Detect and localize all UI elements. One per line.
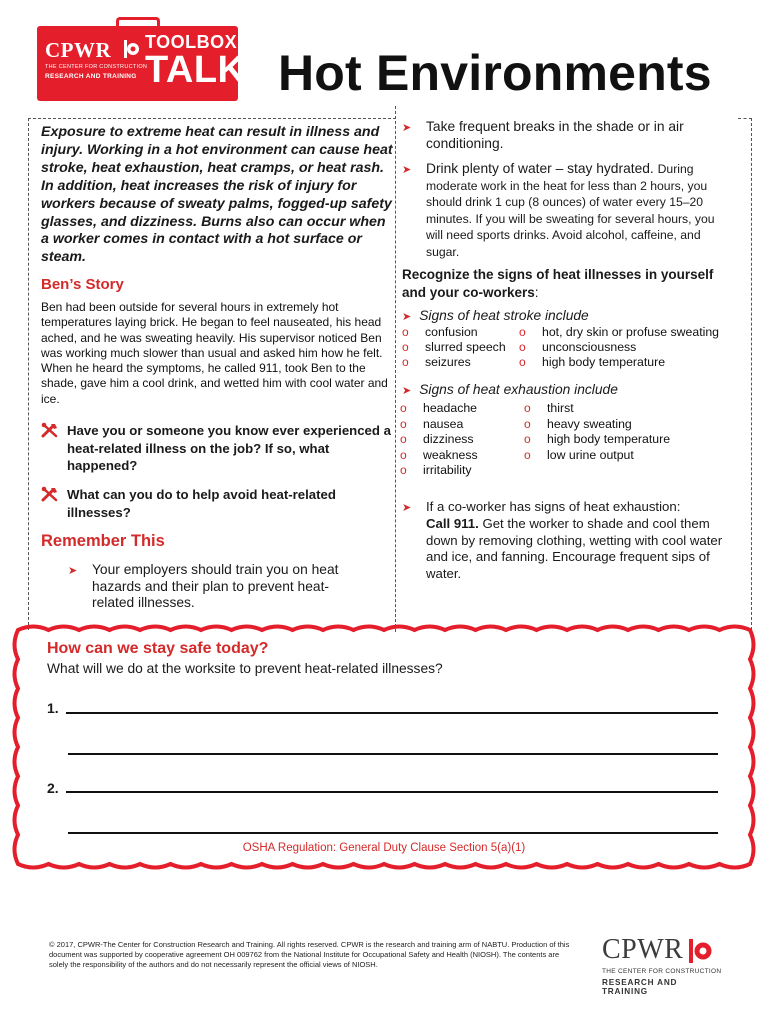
osha-regulation: OSHA Regulation: General Duty Clause Section 5(a)(1) bbox=[242, 842, 526, 854]
heat-exhaustion-heading bbox=[402, 382, 618, 397]
symptom-item bbox=[524, 432, 670, 448]
circle-bullet-icon: o bbox=[519, 355, 526, 369]
tip-water-text bbox=[426, 161, 722, 260]
remember-item bbox=[68, 562, 368, 612]
symptom-text: hot, dry skin or profuse sweating bbox=[542, 325, 720, 339]
story-paragraph: Ben had been outside for several hours in extremely hot temperatures laying brick. He began to feel nauseated, his head ached, and he was sweating heavily. His supervisor noticed Ben was working much slower than usual and asked him how he felt. When he heard the symptoms, he called 911, took Ben to the shade, gave him a cool drink, and wetted him with cool water and ice. bbox=[41, 300, 388, 406]
symptom-text: headache bbox=[423, 401, 478, 415]
circle-bullet-icon: o bbox=[519, 325, 526, 339]
arrow-right-icon: ➤ bbox=[402, 502, 412, 514]
frame-left-divider bbox=[28, 118, 29, 630]
coworker-lead: If a co-worker has signs of heat exhaustion: bbox=[426, 499, 681, 514]
arrow-right-icon: ➤ bbox=[402, 385, 412, 397]
heat-stroke-heading-text: Signs of heat stroke include bbox=[419, 308, 589, 323]
symptom-text: thirst bbox=[547, 401, 574, 415]
remember-heading: Remember This bbox=[41, 532, 165, 550]
circle-bullet-icon: o bbox=[402, 325, 409, 339]
recognize-heading bbox=[402, 266, 732, 301]
symptom-item bbox=[524, 448, 634, 464]
safe-today-heading: How can we stay safe today? bbox=[47, 640, 269, 657]
footer-logo-sub2: RESEARCH AND TRAINING bbox=[602, 978, 678, 996]
answer-number-1: 1. bbox=[47, 700, 59, 716]
symptom-item bbox=[519, 355, 665, 371]
intro-paragraph: Exposure to extreme heat can result in illness and injury. Working in a hot environment can cause heat stroke, heat exhaustion, heat cramps, or heat rash. In addition, heat increases the risk of injury for workers because of sweaty palms, fogged-up safety glasses, and dizziness. Burns also can occur when a worker comes in contact with a hot surface or steam. bbox=[41, 124, 393, 266]
symptom-text: slurred speech bbox=[425, 340, 506, 354]
circle-bullet-icon: o bbox=[402, 340, 409, 354]
symptom-text: unconsciousness bbox=[542, 340, 637, 354]
tip-water-detail: During moderate work in the heat for less than 2 hours, you should drink 1 cup (8 ounces) of water every 15–20 minutes. If you will be sweating for several hours, you will need sports drinks. Avoid alcohol, caffeine, and sugar. bbox=[426, 162, 715, 259]
tools-icon bbox=[41, 486, 59, 502]
symptom-item bbox=[400, 401, 477, 417]
logo-subtitle-2: RESEARCH AND TRAINING bbox=[45, 73, 137, 80]
symptom-item bbox=[519, 325, 719, 341]
symptom-text: seizures bbox=[425, 355, 471, 369]
answer-line-2a[interactable] bbox=[66, 791, 718, 793]
symptom-text: confusion bbox=[425, 325, 478, 339]
symptom-item bbox=[400, 432, 474, 448]
recognize-bold: Recognize the signs of heat illnesses in yourself and your co-workers bbox=[402, 267, 714, 300]
logo-talk-text: TALK bbox=[145, 49, 246, 91]
logo-subtitle-1: THE CENTER FOR CONSTRUCTION bbox=[45, 64, 148, 70]
circle-bullet-icon: o bbox=[524, 448, 531, 462]
frame-top-left-divider bbox=[28, 118, 396, 119]
toolbox-talk-logo bbox=[37, 17, 246, 101]
symptom-item bbox=[400, 463, 472, 479]
frame-right-divider bbox=[751, 118, 752, 630]
tip-breaks-text: Take frequent breaks in the shade or in air conditioning. bbox=[426, 119, 684, 151]
question-text: Have you or someone you know ever experienced a heat-related illness on the job? If so, what happened? bbox=[67, 423, 391, 473]
discussion-question-2 bbox=[41, 486, 393, 521]
symptom-text: low urine output bbox=[547, 448, 634, 462]
coworker-instruction-text bbox=[426, 499, 724, 583]
circle-bullet-icon: o bbox=[400, 463, 407, 477]
coworker-rest: Get the worker to shade and cool them down by removing clothing, wetting with cool water and ice, and fanning. Encourage frequent sips of water. bbox=[426, 515, 723, 582]
logo-cpwr-text: CPWR bbox=[45, 38, 112, 62]
tip-water bbox=[402, 161, 722, 260]
answer-number-2: 2. bbox=[47, 780, 59, 796]
circle-bullet-icon: o bbox=[402, 355, 409, 369]
heat-exhaustion-heading-text: Signs of heat exhaustion include bbox=[419, 382, 618, 397]
symptom-text: high body temperature bbox=[547, 432, 671, 446]
answer-line-1a[interactable] bbox=[66, 712, 718, 714]
copyright-notice: © 2017, CPWR-The Center for Construction Research and Training. All rights reserved. CPWR is the research and training arm of NABTU. Production of this document was supported by cooperative agreement OH 009762 from the National Institute for Occupational Safety and Health (NIOSH). The contents are solely the responsibility of the authors and do not necessarily represent the official views of NIOSH. bbox=[49, 940, 570, 969]
story-heading: Ben’s Story bbox=[41, 276, 124, 293]
arrow-right-icon: ➤ bbox=[402, 311, 412, 323]
discussion-question-1 bbox=[41, 422, 393, 475]
logo-toolbox-text: TOOLBOX bbox=[145, 32, 238, 52]
circle-bullet-icon: o bbox=[524, 417, 531, 431]
heat-stroke-heading bbox=[402, 308, 589, 323]
symptom-item bbox=[402, 325, 478, 341]
symptom-text: nausea bbox=[423, 417, 464, 431]
symptom-item bbox=[524, 417, 632, 433]
circle-bullet-icon: o bbox=[400, 417, 407, 431]
symptom-item bbox=[524, 401, 574, 417]
logo-background bbox=[37, 26, 246, 101]
arrow-right-icon: ➤ bbox=[402, 122, 412, 134]
footer-logo-sub1: THE CENTER FOR CONSTRUCTION bbox=[602, 968, 722, 975]
page-title: Hot Environments bbox=[278, 45, 712, 101]
call-911: Call 911. bbox=[426, 515, 479, 531]
tip-water-lead: Drink plenty of water – stay hydrated. bbox=[426, 161, 654, 176]
coworker-instruction bbox=[402, 499, 724, 583]
tools-icon bbox=[41, 422, 59, 438]
circle-bullet-icon: o bbox=[524, 401, 531, 415]
frame-top-right-divider bbox=[738, 118, 752, 119]
answer-line-1b[interactable] bbox=[68, 753, 718, 755]
remember-item-text: Your employers should train you on heat hazards and their plan to prevent heat-related illnesses. bbox=[92, 562, 339, 610]
safe-today-prompt: What will we do at the worksite to prevent heat-related illnesses? bbox=[47, 661, 443, 676]
symptom-item bbox=[400, 448, 478, 464]
symptom-item bbox=[402, 355, 471, 371]
question-text: What can you do to help avoid heat-related illnesses? bbox=[67, 487, 336, 520]
footer-logo-cpwr: CPWR bbox=[602, 934, 684, 965]
symptom-item bbox=[400, 417, 463, 433]
circle-bullet-icon: o bbox=[400, 448, 407, 462]
answer-line-2b[interactable] bbox=[68, 832, 718, 834]
cpwr-footer-logo bbox=[598, 934, 724, 996]
arrow-right-icon: ➤ bbox=[402, 164, 412, 176]
symptom-item bbox=[402, 340, 506, 356]
tip-breaks bbox=[402, 119, 722, 152]
symptom-text: high body temperature bbox=[542, 355, 666, 369]
circle-bullet-icon: o bbox=[519, 340, 526, 354]
cpwr-mark-icon bbox=[121, 38, 139, 60]
circle-bullet-icon: o bbox=[400, 432, 407, 446]
arrow-right-icon: ➤ bbox=[68, 565, 78, 577]
circle-bullet-icon: o bbox=[524, 432, 531, 446]
circle-bullet-icon: o bbox=[400, 401, 407, 415]
symptom-item bbox=[519, 340, 636, 356]
cpwr-mark-icon bbox=[686, 937, 712, 965]
symptom-text: dizziness bbox=[423, 432, 474, 446]
frame-center-divider bbox=[395, 106, 396, 632]
symptom-text: weakness bbox=[423, 448, 478, 462]
recognize-colon: : bbox=[534, 284, 539, 300]
symptom-text: heavy sweating bbox=[547, 417, 632, 431]
symptom-text: irritability bbox=[423, 463, 472, 477]
